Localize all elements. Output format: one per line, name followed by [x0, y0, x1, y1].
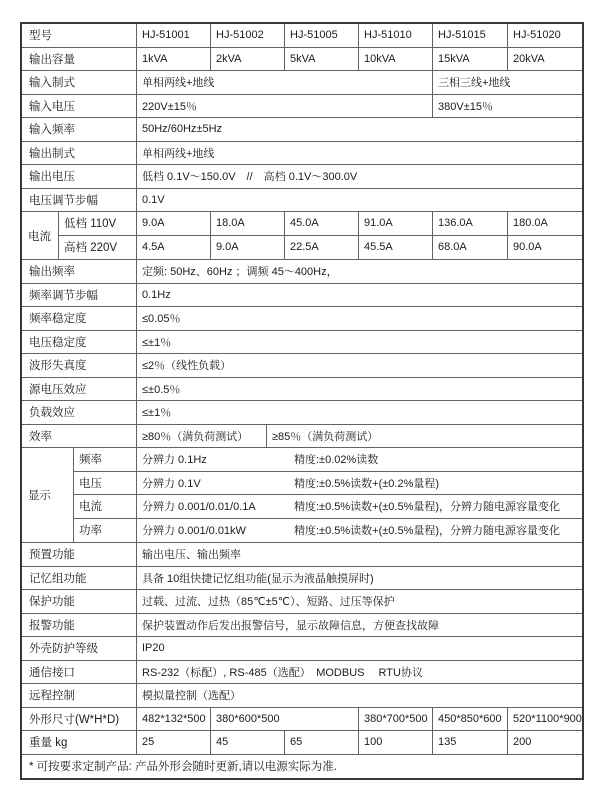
spec-cell: 15kVA [433, 48, 508, 71]
spec-cell: 0.1Hz [142, 288, 171, 301]
spec-cell: 10kVA [359, 48, 433, 71]
table-row [22, 378, 582, 402]
precision-value: 精度:±0.5%读数+(±0.2%量程) [294, 477, 440, 490]
spec-cell: 9.0A [211, 236, 285, 260]
spec-cell: ≤±0.5％ [142, 383, 181, 396]
spec-row-label: 报警功能 [22, 614, 137, 637]
spec-row-label: 记忆组功能 [22, 567, 137, 590]
spec-cell: 2kVA [211, 48, 285, 71]
spec-cell: 50Hz/60Hz±5Hz [142, 123, 223, 136]
spec-cell: 5kVA [285, 48, 359, 71]
table-row [22, 48, 582, 72]
spec-sub-label: 低档 110V [59, 212, 137, 235]
table-row [22, 142, 582, 166]
spec-cell: RS-232（标配）, RS-485（选配） MODBUS RTU协议 [142, 666, 423, 679]
spec-cell: 45 [211, 731, 285, 754]
spec-cell: 定频: 50Hz、60Hz ；调频 45～400Hz， [142, 266, 338, 279]
table-row [74, 519, 582, 543]
table-row [22, 637, 582, 661]
group-body [74, 448, 582, 542]
spec-row-label: 输入频率 [22, 118, 137, 141]
spec-cell: 4.5A [137, 236, 211, 260]
spec-row-label: 外形尺寸(W*H*D) [22, 708, 137, 731]
table-row-group [22, 448, 582, 543]
spec-cell: 1kVA [137, 48, 211, 71]
table-row [22, 189, 582, 213]
spec-cell: 模拟量控制（选配） [142, 690, 241, 703]
resolution-value: 分辨力 0.001/0.01/0.1A [142, 501, 256, 514]
spec-cell: 单相两线+地线 [137, 71, 433, 94]
group-body [59, 212, 582, 259]
spec-cell: ≤0.05％ [142, 313, 181, 326]
spec-cell: 25 [137, 731, 211, 754]
spec-cell: HJ-51005 [285, 24, 359, 47]
spec-cell: 68.0A [433, 236, 508, 260]
spec-row-label: 预置功能 [22, 543, 137, 566]
spec-row-label: 效率 [22, 425, 137, 448]
spec-cell: 20kVA [513, 52, 545, 65]
spec-row-label: 外壳防护等级 [22, 637, 137, 660]
spec-cell: 380V±15％ [438, 100, 493, 113]
spec-cell: 18.0A [211, 212, 285, 235]
spec-cell [137, 448, 582, 471]
spec-row-label: 输入电压 [22, 95, 137, 118]
footnote: * 可按要求定制产品: 产品外形会随时更新,请以电源实际为准. [29, 761, 337, 774]
spec-cell: 65 [285, 731, 359, 754]
spec-row-label: 远程控制 [22, 684, 137, 707]
spec-group-label: 显示 [22, 448, 74, 542]
table-row [22, 731, 582, 755]
table-row [22, 354, 582, 378]
spec-cell: 180.0A [513, 217, 548, 230]
precision-value: 精度:±0.5%读数+(±0.5%量程)，分辨力随电源容量变化 [294, 525, 561, 538]
table-row [22, 684, 582, 708]
table-row [22, 331, 582, 355]
spec-cell: IP20 [142, 642, 165, 655]
precision-value: 精度:±0.02%读数 [294, 454, 379, 467]
spec-cell: HJ-51015 [433, 24, 508, 47]
spec-cell: 380*700*500 [359, 708, 433, 731]
table-row [22, 71, 582, 95]
spec-sub-label: 频率 [74, 448, 137, 471]
spec-cell: 9.0A [137, 212, 211, 235]
spec-row-label: 型号 [22, 24, 137, 47]
spec-cell: 90.0A [513, 241, 542, 254]
table-row [59, 236, 582, 260]
spec-row-label: 输出制式 [22, 142, 137, 165]
table-row [59, 212, 582, 236]
table-row [22, 543, 582, 567]
spec-row-label: 负载效应 [22, 401, 137, 424]
spec-cell: HJ-51002 [211, 24, 285, 47]
resolution-value: 分辨力 0.1V [142, 477, 201, 490]
spec-cell: HJ-51020 [513, 29, 561, 42]
spec-cell: 具备 10组快捷记忆组功能(显示为液晶触摸屏时) [142, 572, 374, 585]
spec-cell: HJ-51001 [137, 24, 211, 47]
spec-cell: ≥80％（满负荷测试） [137, 425, 267, 448]
table-row [22, 24, 582, 48]
spec-cell: 0.1V [142, 193, 165, 206]
table-row [22, 708, 582, 732]
table-row [22, 307, 582, 331]
spec-cell: 220V±15％ [137, 95, 433, 118]
table-row [22, 260, 582, 284]
spec-cell: ≤2％（线性负载） [142, 360, 232, 373]
table-row [22, 590, 582, 614]
spec-cell: 136.0A [433, 212, 508, 235]
spec-sub-label: 功率 [74, 519, 137, 543]
spec-cell: 100 [359, 731, 433, 754]
spec-cell: 91.0A [359, 212, 433, 235]
spec-cell: HJ-51010 [359, 24, 433, 47]
spec-cell: 保护装置动作后发出报警信号，显示故障信息，方便查找故障 [142, 619, 439, 632]
spec-cell: 三相三线+地线 [438, 77, 511, 90]
resolution-value: 分辨力 0.001/0.01kW [142, 525, 246, 538]
spec-group-label: 电流 [22, 212, 59, 259]
spec-cell [137, 472, 582, 495]
spec-cell [137, 495, 582, 518]
spec-cell: 输出电压、输出频率 [142, 549, 241, 562]
spec-sub-label: 电压 [74, 472, 137, 495]
spec-cell: ≥85％（满负荷测试） [272, 430, 379, 443]
spec-cell: 22.5A [285, 236, 359, 260]
table-row [22, 165, 582, 189]
table-row [22, 614, 582, 638]
table-row [22, 95, 582, 119]
spec-cell: 520*1100*900 [513, 712, 582, 725]
spec-cell [137, 519, 582, 543]
spec-cell: 45.5A [359, 236, 433, 260]
spec-row-label: 保护功能 [22, 590, 137, 613]
table-row [74, 495, 582, 519]
table-row [22, 118, 582, 142]
spec-row-label: 输入制式 [22, 71, 137, 94]
table-row [22, 284, 582, 308]
spec-row-label: 重量 kg [22, 731, 137, 754]
spec-row-label: 输出容量 [22, 48, 137, 71]
spec-cell: 135 [433, 731, 508, 754]
spec-row-label: 电压稳定度 [22, 331, 137, 354]
spec-cell: 45.0A [285, 212, 359, 235]
precision-value: 精度:±0.5%读数+(±0.5%量程)，分辨力随电源容量变化 [294, 501, 561, 514]
spec-row-label: 频率稳定度 [22, 307, 137, 330]
spec-cell: 过载、过流、过热（85℃±5℃）、短路、过压等保护 [142, 596, 395, 609]
table-row [22, 661, 582, 685]
table-row-group [22, 212, 582, 260]
table-row [22, 567, 582, 591]
spec-row-label: 电压调节步幅 [22, 189, 137, 212]
footnote-row [22, 755, 582, 779]
spec-row-label: 通信接口 [22, 661, 137, 684]
table-row [22, 425, 582, 449]
table-row [22, 401, 582, 425]
resolution-value: 分辨力 0.1Hz [142, 454, 207, 467]
spec-cell: 450*850*600 [433, 708, 508, 731]
spec-cell: 380*600*500 [211, 708, 359, 731]
spec-sub-label: 高档 220V [59, 236, 137, 260]
spec-row-label: 频率调节步幅 [22, 284, 137, 307]
spec-row-label: 输出电压 [22, 165, 137, 188]
spec-cell: ≤±1％ [142, 336, 172, 349]
spec-cell: 低档 0.1V～150.0V // 高档 0.1V～300.0V [142, 171, 358, 184]
spec-row-label: 源电压效应 [22, 378, 137, 401]
table-row [74, 472, 582, 496]
spec-cell: ≤±1％ [142, 407, 172, 420]
spec-row-label: 波形失真度 [22, 354, 137, 377]
spec-sub-label: 电流 [74, 495, 137, 518]
spec-cell: 单相两线+地线 [142, 147, 215, 160]
spec-cell: 200 [513, 736, 532, 749]
table-row [74, 448, 582, 472]
spec-cell: 482*132*500 [137, 708, 211, 731]
spec-table [20, 22, 584, 780]
spec-row-label: 输出频率 [22, 260, 137, 283]
